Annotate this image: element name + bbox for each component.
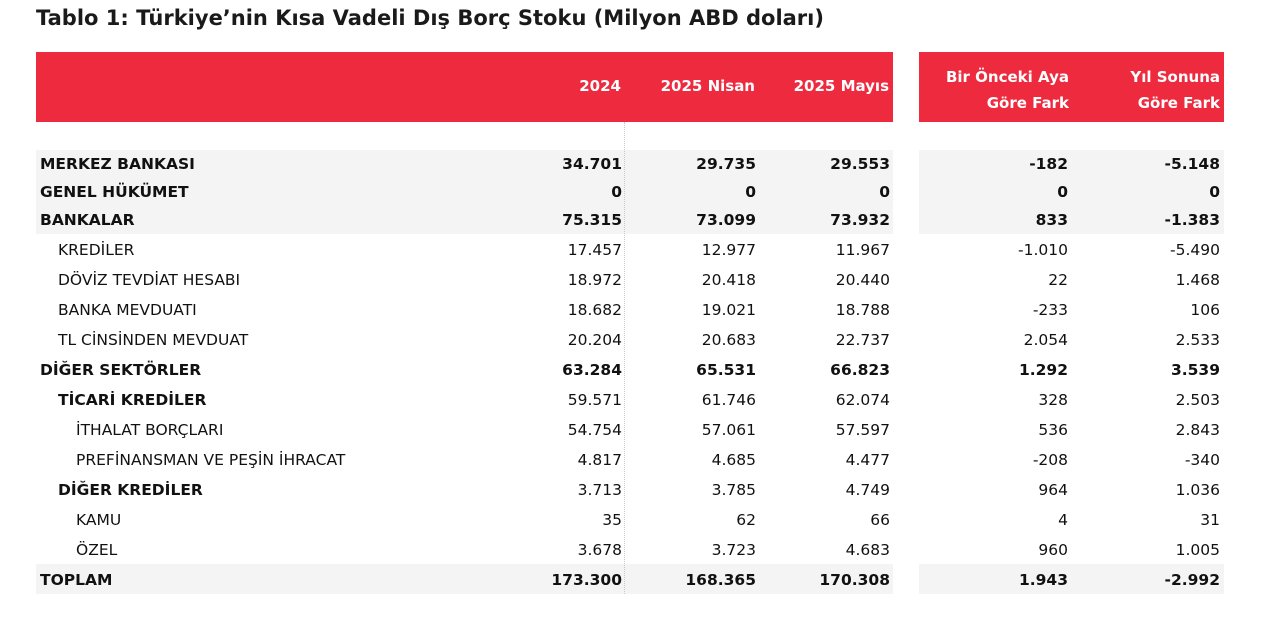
cell-year-end-diff: 1.468 xyxy=(1175,271,1220,289)
header-prev-month-diff xyxy=(946,64,1069,116)
cell-prev-month-diff: 22 xyxy=(1048,271,1068,289)
cell-prev-month-diff: 536 xyxy=(1038,421,1068,439)
cell-prev-month-diff: -208 xyxy=(1032,451,1068,469)
table-row xyxy=(36,266,1226,296)
cell-2025-nisan: 20.683 xyxy=(701,331,756,349)
table-row xyxy=(36,416,1226,446)
cell-year-end-diff: -340 xyxy=(1184,451,1220,469)
row-label: TL CİNSİNDEN MEVDUAT xyxy=(58,331,249,349)
table-row xyxy=(36,178,1226,208)
table-row xyxy=(36,476,1226,506)
cell-year-end-diff: 106 xyxy=(1190,301,1220,319)
row-label: TİCARİ KREDİLER xyxy=(58,391,207,409)
row-label: İTHALAT BORÇLARI xyxy=(76,421,224,439)
table-row xyxy=(36,506,1226,536)
cell-2025-nisan: 4.685 xyxy=(711,451,756,469)
cell-2024: 20.204 xyxy=(567,331,622,349)
cell-prev-month-diff: -182 xyxy=(1029,155,1068,173)
cell-2024: 4.817 xyxy=(577,451,622,469)
cell-2025-mayis: 0 xyxy=(879,183,890,201)
table-row xyxy=(36,296,1226,326)
cell-prev-month-diff: -1.010 xyxy=(1018,241,1068,259)
cell-prev-month-diff: -233 xyxy=(1032,301,1068,319)
cell-2025-mayis: 18.788 xyxy=(835,301,890,319)
header-2025-nisan: 2025 Nisan xyxy=(660,77,755,95)
cell-prev-month-diff: 833 xyxy=(1035,211,1068,229)
cell-2025-nisan: 3.723 xyxy=(711,541,756,559)
table-row xyxy=(36,446,1226,476)
cell-2025-mayis: 4.749 xyxy=(845,481,890,499)
cell-2024: 0 xyxy=(611,183,622,201)
cell-year-end-diff: 2.503 xyxy=(1175,391,1220,409)
header-year-end-line2: Göre Fark xyxy=(1137,94,1220,112)
cell-year-end-diff: 2.533 xyxy=(1175,331,1220,349)
cell-2025-mayis: 73.932 xyxy=(830,211,890,229)
row-label: BANKA MEVDUATI xyxy=(58,301,197,319)
table-row xyxy=(36,566,1226,596)
cell-year-end-diff: 1.036 xyxy=(1175,481,1220,499)
cell-2024: 63.284 xyxy=(562,361,622,379)
cell-prev-month-diff: 4 xyxy=(1058,511,1068,529)
cell-2025-mayis: 20.440 xyxy=(835,271,890,289)
cell-2025-nisan: 3.785 xyxy=(711,481,756,499)
table-row xyxy=(36,356,1226,386)
cell-2024: 75.315 xyxy=(562,211,622,229)
cell-year-end-diff: 31 xyxy=(1200,511,1220,529)
table-header-main xyxy=(36,52,893,122)
cell-2025-nisan: 19.021 xyxy=(701,301,756,319)
row-label: DİĞER SEKTÖRLER xyxy=(40,361,202,379)
table-row xyxy=(36,206,1226,236)
cell-2025-nisan: 12.977 xyxy=(701,241,756,259)
table-row xyxy=(36,386,1226,416)
cell-prev-month-diff: 964 xyxy=(1038,481,1068,499)
header-2025-mayis: 2025 Mayıs xyxy=(793,77,889,95)
row-label: MERKEZ BANKASI xyxy=(40,155,195,173)
table-row xyxy=(36,150,1226,180)
cell-prev-month-diff: 2.054 xyxy=(1023,331,1068,349)
cell-2025-mayis: 170.308 xyxy=(819,571,890,589)
cell-2024: 173.300 xyxy=(551,571,622,589)
cell-2024: 17.457 xyxy=(567,241,622,259)
cell-year-end-diff: -1.383 xyxy=(1164,211,1220,229)
cell-prev-month-diff: 960 xyxy=(1038,541,1068,559)
cell-year-end-diff: -5.148 xyxy=(1164,155,1220,173)
cell-2025-nisan: 73.099 xyxy=(696,211,756,229)
row-label: PREFİNANSMAN VE PEŞİN İHRACAT xyxy=(76,451,346,469)
header-prev-month-line1: Bir Önceki Aya xyxy=(945,68,1069,86)
header-year-end-line1: Yıl Sonuna xyxy=(1130,68,1220,86)
cell-2025-nisan: 20.418 xyxy=(701,271,756,289)
cell-2024: 35 xyxy=(602,511,622,529)
cell-2025-nisan: 65.531 xyxy=(696,361,756,379)
cell-year-end-diff: -5.490 xyxy=(1170,241,1220,259)
header-year-end-diff xyxy=(1130,64,1220,116)
cell-year-end-diff: 0 xyxy=(1209,183,1220,201)
header-2024: 2024 xyxy=(579,77,621,95)
cell-2025-nisan: 29.735 xyxy=(696,155,756,173)
cell-year-end-diff: -2.992 xyxy=(1164,571,1220,589)
cell-2024: 54.754 xyxy=(567,421,622,439)
row-label: TOPLAM xyxy=(40,571,113,589)
cell-2025-nisan: 168.365 xyxy=(685,571,756,589)
cell-year-end-diff: 1.005 xyxy=(1175,541,1220,559)
cell-2025-mayis: 22.737 xyxy=(835,331,890,349)
table-header-diff xyxy=(919,52,1224,122)
cell-prev-month-diff: 1.943 xyxy=(1018,571,1068,589)
cell-2024: 3.713 xyxy=(577,481,622,499)
header-prev-month-line2: Göre Fark xyxy=(986,94,1069,112)
row-label: DİĞER KREDİLER xyxy=(58,481,203,499)
cell-2024: 18.972 xyxy=(567,271,622,289)
cell-2025-nisan: 62 xyxy=(736,511,756,529)
cell-prev-month-diff: 1.292 xyxy=(1018,361,1068,379)
cell-2025-mayis: 29.553 xyxy=(830,155,890,173)
cell-2025-mayis: 57.597 xyxy=(835,421,890,439)
cell-2025-mayis: 11.967 xyxy=(835,241,890,259)
cell-2024: 59.571 xyxy=(567,391,622,409)
row-label: GENEL HÜKÜMET xyxy=(40,183,189,201)
cell-2025-mayis: 4.477 xyxy=(845,451,890,469)
row-label: DÖVİZ TEVDİAT HESABI xyxy=(58,271,241,289)
cell-2025-mayis: 66.823 xyxy=(830,361,890,379)
cell-2025-mayis: 62.074 xyxy=(835,391,890,409)
table-row xyxy=(36,536,1226,566)
cell-year-end-diff: 2.843 xyxy=(1175,421,1220,439)
cell-year-end-diff: 3.539 xyxy=(1170,361,1220,379)
cell-2025-mayis: 66 xyxy=(870,511,890,529)
cell-2024: 18.682 xyxy=(567,301,622,319)
cell-2024: 3.678 xyxy=(577,541,622,559)
table-row xyxy=(36,326,1226,356)
cell-2025-nisan: 0 xyxy=(745,183,756,201)
cell-2024: 34.701 xyxy=(562,155,622,173)
cell-prev-month-diff: 328 xyxy=(1038,391,1068,409)
table-row xyxy=(36,236,1226,266)
row-label: KREDİLER xyxy=(58,241,135,259)
row-label: KAMU xyxy=(76,511,122,529)
cell-prev-month-diff: 0 xyxy=(1057,183,1068,201)
cell-2025-mayis: 4.683 xyxy=(845,541,890,559)
cell-2025-nisan: 61.746 xyxy=(701,391,756,409)
table-title: Tablo 1: Türkiye’nin Kısa Vadeli Dış Borç Stoku (Milyon ABD doları) xyxy=(36,6,824,30)
row-label: BANKALAR xyxy=(40,211,135,229)
cell-2025-nisan: 57.061 xyxy=(701,421,756,439)
row-label: ÖZEL xyxy=(76,541,118,559)
